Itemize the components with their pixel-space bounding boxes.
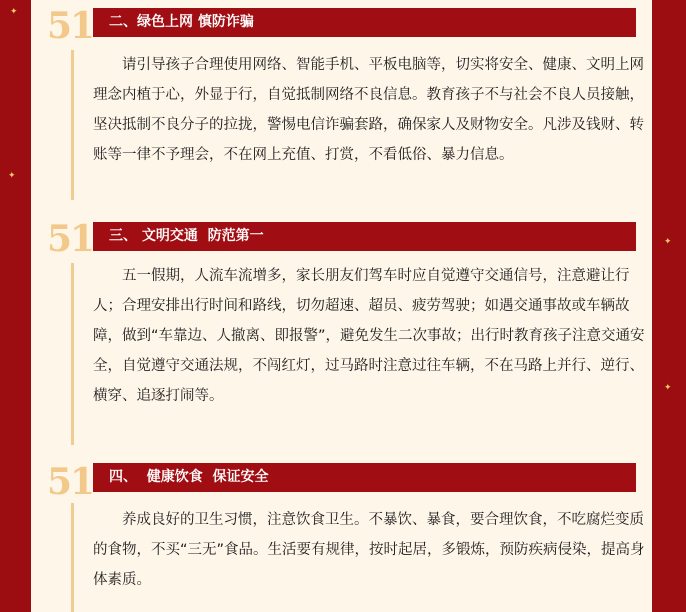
- section-paragraph: 养成良好的卫生习惯，注意饮食卫生。不暴饮、暴食，要合理饮食，不吃腐烂变质的食物，不买“三无”食品。生活要有规律，按时起居，多锻炼，预防疾病侵染，提高身体素质。: [93, 512, 645, 588]
- content-panel: [31, 0, 652, 612]
- section-civil-traffic: [31, 215, 652, 450]
- sparkle-decoration: ✦: [664, 383, 672, 393]
- number-51-badge: 51: [47, 218, 94, 260]
- sparkle-decoration: ✦: [10, 7, 18, 17]
- section-rule: [71, 263, 74, 445]
- section-paragraph: 五一假期，人流车流增多，家长朋友们驾车时应自觉遵守交通信号，注意避让行人；合理安排出行时间和路线，切勿超速、超员、疲劳驾驶；如遇交通事故或车辆故障，做到“车靠边、人撤离、即报警”，避免发生二次事故；出行时教育孩子注意交通安全，自觉遵守交通法规，不闯红灯，过马路时注意过往车辆，不在马路上并行、逆行、横穿、追逐打闹等。: [93, 268, 645, 404]
- section-header: 四、 健康饮食 保证安全: [93, 463, 636, 492]
- section-healthy-diet: [31, 455, 652, 612]
- section-header: 三、 文明交通 防范第一: [93, 222, 636, 251]
- section-header: 二、绿色上网 慎防诈骗: [93, 8, 636, 37]
- section-green-internet: [31, 0, 652, 210]
- sparkle-decoration: ✦: [8, 171, 16, 181]
- number-51-badge: 51: [47, 461, 94, 503]
- sparkle-decoration: ✦: [664, 237, 672, 247]
- section-rule: [71, 503, 74, 612]
- number-51-badge: 51: [47, 5, 94, 47]
- section-rule: [71, 50, 74, 200]
- section-paragraph: 请引导孩子合理使用网络、智能手机、平板电脑等，切实将安全、健康、文明上网理念内植于心，外显于行，自觉抵制网络不良信息。教育孩子不与社会不良人员接触，坚决抵制不良分子的拉拢，警惕电信诈骗套路，确保家人及财物安全。凡涉及钱财、转账等一律不予理会，不在网上充值、打赏，不看低俗、暴力信息。: [93, 57, 644, 163]
